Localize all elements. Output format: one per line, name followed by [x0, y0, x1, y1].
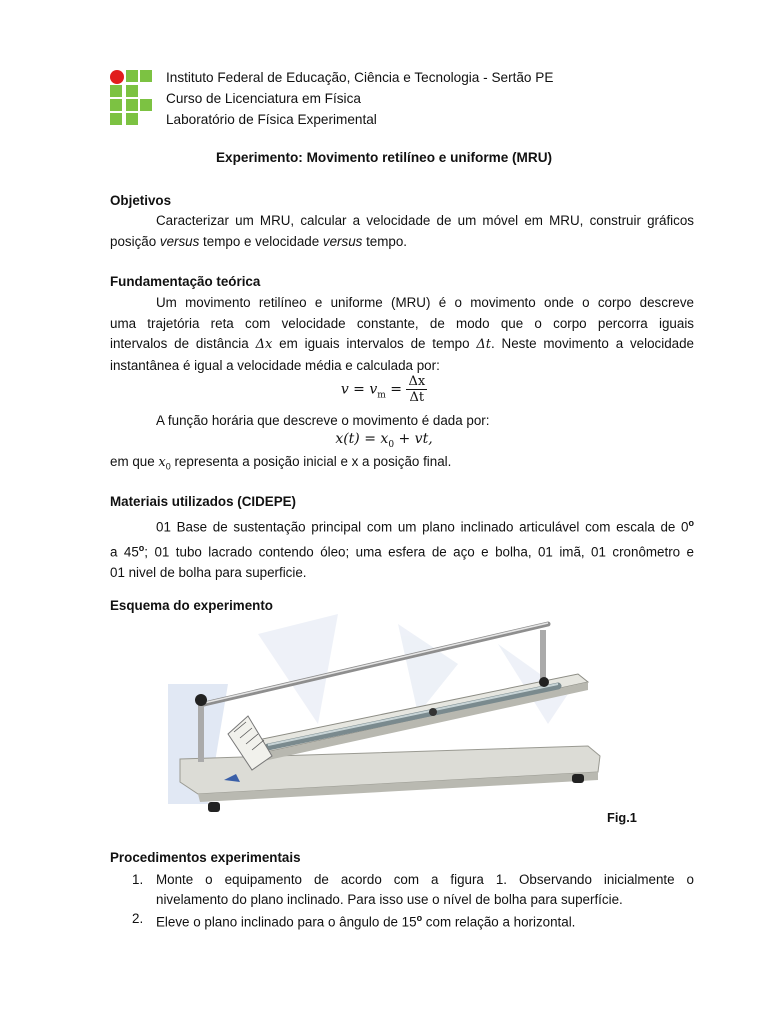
section-heading-objetivos: Objetivos [110, 193, 172, 208]
procedures-list [110, 870, 694, 932]
foot [572, 774, 584, 783]
text-line: Um movimento retilíneo e uniforme (MRU) é o movimento onde o corpo descreve [156, 295, 694, 310]
degree-superscript: o [138, 543, 145, 554]
section-heading-esquema: Esquema do experimento [110, 598, 273, 613]
text-line: uma trajetória reta com velocidade constante, de modo que o corpo percorra iguais [110, 315, 694, 331]
lab-name: Laboratório de Física Experimental [166, 112, 377, 127]
text-line: tempo. [362, 233, 408, 249]
fraction-numerator: Δx [408, 374, 426, 389]
text-line: posição [110, 233, 160, 249]
section-heading-procedimentos: Procedimentos experimentais [110, 850, 301, 865]
list-item [110, 870, 694, 909]
course-name: Curso de Licenciatura em Física [166, 91, 361, 106]
text-line: em que [110, 454, 159, 469]
text-line: Monte o equipamento de acordo com a figura 1. Observando inicialmente o [156, 872, 694, 887]
equation-rhs: + vt, [394, 431, 433, 447]
italic-text: versus [159, 233, 200, 249]
math-x: x [158, 455, 166, 470]
math-subscript: 0 [165, 461, 171, 472]
text-line: Caracterizar um MRU, calcular a velocidade de um móvel em MRU, construir gráficos [156, 213, 694, 228]
equation-position [0, 431, 768, 450]
inclined-plane-apparatus-image [168, 604, 608, 828]
text-line: 01 nivel de bolha para superficie. [110, 565, 307, 581]
text-line: Eleve o plano inclinado para o ângulo de 15 [156, 914, 417, 930]
section-heading-materiais: Materiais utilizados (CIDEPE) [110, 494, 297, 509]
figure-label: Fig.1 [607, 810, 637, 825]
institution-name: Instituto Federal de Educação, Ciência e Tecnologia - Sertão PE [166, 70, 554, 85]
list-number: 1. [132, 872, 144, 887]
text-line: 01 Base de sustentação principal com um plano inclinado articulável com escala de 0 [156, 519, 689, 535]
text-line: A função horária que descreve o movimento é dada por: [156, 413, 490, 428]
equation-subscript: m [377, 390, 386, 401]
text-line: intervalos de distância [110, 336, 256, 352]
paragraph-objetivos [110, 211, 694, 252]
text-line: tempo e velocidade [199, 233, 323, 249]
text-line: ; 01 tubo lacrado contendo óleo; uma esfera de aço e bolha, 01 imã, 01 cronômetro e [144, 544, 695, 560]
equation-subscript: 0 [388, 439, 395, 450]
institution-header [166, 67, 553, 130]
page-title: Experimento: Movimento retilíneo e uniforme (MRU) [215, 150, 553, 165]
list-number: 2. [132, 911, 144, 927]
degree-superscript: o [416, 913, 423, 924]
paragraph-materiais [110, 513, 694, 584]
text-line: em iguais intervalos de tempo [272, 336, 477, 352]
math-delta-t: Δt [476, 337, 491, 353]
if-logo-icon [110, 70, 154, 126]
text-line: instantânea é igual a velocidade média e calculada por: [110, 357, 440, 373]
equation-velocity [0, 374, 768, 405]
math-delta-x: Δx [255, 337, 273, 353]
text-line: representa a posição inicial e x a posição final. [170, 454, 452, 469]
equation-lhs: x(t) = x [335, 431, 389, 447]
italic-text: versus [322, 233, 363, 249]
text-line: com relação a horizontal. [422, 914, 576, 930]
paragraph-em-que [110, 452, 694, 477]
fraction-denominator: Δt [409, 390, 425, 405]
equation-lhs: v = v [340, 381, 378, 398]
list-item [110, 909, 694, 932]
text-line: . Neste movimento a velocidade [490, 336, 694, 352]
text-line: a 45 [110, 544, 139, 560]
paragraph-funcao-horaria [110, 411, 694, 432]
fraction [406, 374, 427, 405]
degree-superscript: o [688, 518, 694, 528]
equation-equals: = [385, 381, 407, 398]
text-line: nivelamento do plano inclinado. Para isso use o nível de bolha para superfície. [156, 891, 623, 907]
section-heading-fundamentacao: Fundamentação teórica [110, 274, 261, 289]
paragraph-fundamentacao [110, 293, 694, 376]
foot [208, 802, 220, 812]
